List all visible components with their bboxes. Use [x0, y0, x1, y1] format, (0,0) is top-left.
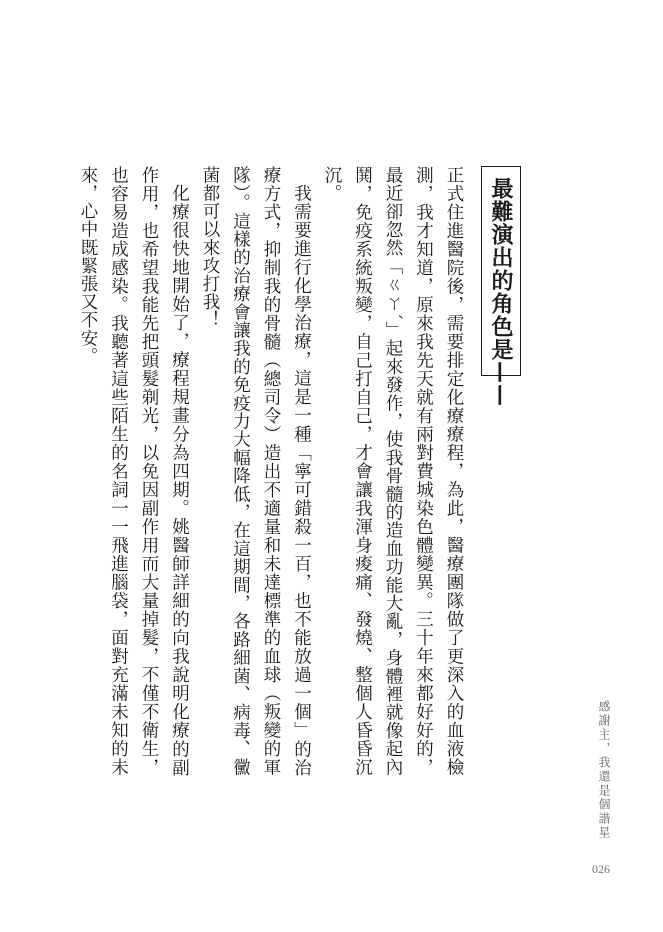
body-text	[73, 166, 470, 776]
paragraph-1: 正式住進醫院後，需要排定化療療程，為此，醫療團隊做了更深入的血液檢測，我才知道，原來我先天就有兩對費城染色體變異。三十年來都好好的，最近卻忽然「ㄍㄚˊ」起來發作，使我骨髓的造血功能大亂，身體裡就像起內鬨，免疫系統叛變，自己打自己，才會讓我渾身痠痛、發燒、整個人昏昏沉沉。	[322, 166, 464, 776]
section-title: 最難演出的角色是——	[488, 177, 514, 407]
running-head: 感謝主，我還是個諧星	[597, 700, 611, 840]
page-number: 026	[592, 862, 610, 876]
section-title-box	[481, 166, 521, 407]
paragraph-2: 我需要進行化學治療，這是一種「寧可錯殺一百，也不能放過一個」的治療方式，抑制我的骨髓（總司令）造出不適量和未達標準的血球（叛變的軍隊）。這樣的治療會讓我的免疫力大幅降低，在這期間，各路細菌、病毒、黴菌都可以來攻打我！	[200, 166, 312, 776]
paragraph-3: 化療很快地開始了，療程規畫分為四期。姚醫師詳細的向我說明化療的副作用，也希望我能先把頭髮剃光，以免因副作用而大量掉髮，不僅不衛生，也容易造成感染。我聽著這些陌生的名詞一一飛進腦袋，面對充滿未知的未來，心中既緊張又不安。	[78, 166, 190, 776]
